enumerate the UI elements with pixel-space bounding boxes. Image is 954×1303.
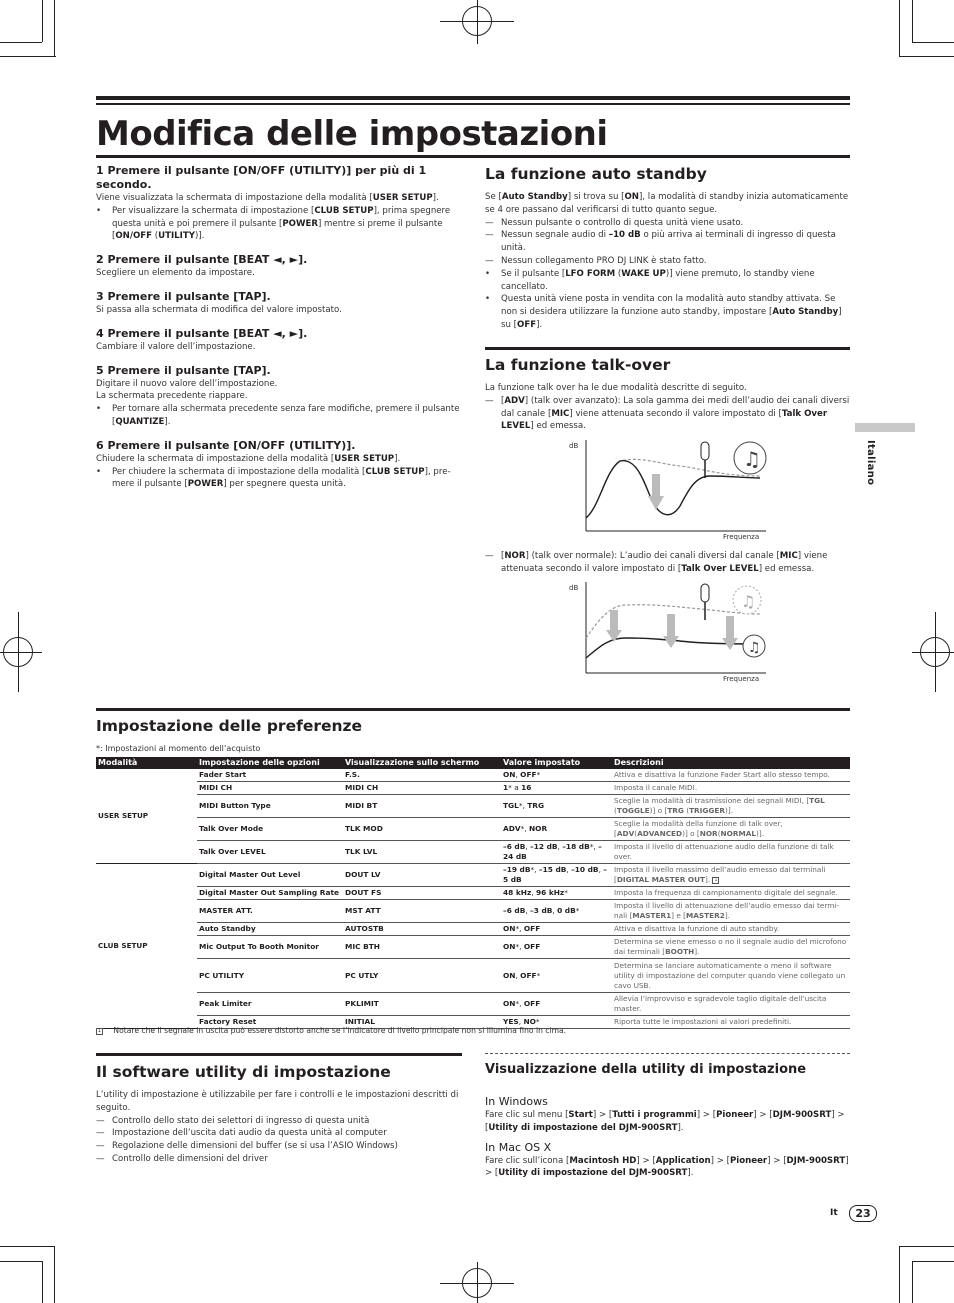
list-item: — Nessun segnale audio di –10 dB o più arriva ai terminali di ingresso di questa unità.	[485, 230, 836, 254]
registration-mark	[477, 0, 478, 44]
value-cell: 1* a 16	[501, 782, 612, 795]
step-heading: 2 Premere il pulsante [BEAT ◄, ►].	[96, 253, 308, 267]
subheading-mac: In Mac OS X	[485, 1140, 552, 1154]
language-tab: Italiano	[865, 440, 876, 486]
step-heading: 5 Premere il pulsante [TAP].	[96, 363, 271, 377]
language-code: It	[830, 1208, 838, 1218]
display-cell: MST ATT	[343, 900, 501, 923]
mode-cell: USER SETUP	[96, 769, 197, 864]
svg-text:♫: ♫	[741, 592, 756, 611]
display-cell: F.S.	[343, 769, 501, 782]
graph-ylabel: dB	[569, 442, 579, 450]
crop-mark	[899, 1246, 954, 1247]
step-text: Chiudere la schermata di impostazione della modalità [USER SETUP].	[96, 453, 401, 464]
description-cell: Imposta il livello di attenuazione audio della funzione di talk over.	[612, 841, 850, 864]
list-item: • Se il pulsante [LFO FORM (WAKE UP)] viene premuto, lo standby viene cancellato.	[485, 268, 815, 292]
talk-over-adv-graph	[580, 436, 770, 536]
option-cell: Fader Start	[197, 769, 343, 782]
description-cell: Attiva e disattiva la funzione di auto standby.	[612, 923, 850, 936]
paragraph: L’utility di impostazione è utilizzabile per fare i controlli e le impostazioni descritti di seguito.	[96, 1090, 459, 1113]
page-number: 23	[849, 1205, 877, 1222]
value-cell: ON*, OFF	[501, 993, 612, 1016]
paragraph: La funzione talk over ha le due modalità descritte di seguito.	[485, 383, 747, 393]
table-row	[96, 795, 850, 818]
crop-mark	[42, 1261, 43, 1303]
footnote-text: Notare che il segnale in uscita può essere distorto anche se l’indicatore di livello principale non si illumina fino in cima.	[113, 1026, 567, 1035]
list-item: — Nessun pulsante o controllo di questa unità viene usato.	[485, 217, 744, 228]
option-cell: PC UTILITY	[197, 959, 343, 993]
table-row	[96, 900, 850, 923]
option-cell: Digital Master Out Level	[197, 864, 343, 887]
list-item: — [ADV] (talk over avanzato): La sola gamma dei medi dell’audio dei canali diversi dal canale [MIC] viene attenuata secondo il valore impostato di [Talk Over LEVEL] ed emessa.	[485, 395, 850, 432]
list-item: — Controllo delle dimensioni del driver	[96, 1153, 268, 1164]
description-cell: Riporta tutte le impostazioni ai valori predefiniti.	[612, 1016, 850, 1029]
section-title-utility-view: Visualizzazione della utility di impostazione	[485, 1062, 807, 1077]
section-title-auto-standby: La funzione auto standby	[485, 165, 707, 183]
crop-mark	[0, 42, 42, 43]
step-text: Viene visualizzata la schermata di impostazione della modalità [USER SETUP].	[96, 193, 439, 203]
registration-mark	[912, 652, 954, 653]
column-header: Valore impostato	[501, 757, 612, 769]
section-rule	[96, 708, 850, 711]
display-cell: DOUT FS	[343, 887, 501, 900]
registration-mark	[18, 612, 19, 692]
step-text: La schermata precedente riappare.	[96, 391, 248, 402]
crop-mark	[0, 1261, 42, 1262]
step-heading: 3 Premere il pulsante [TAP].	[96, 289, 271, 303]
purchase-note: *: Impostazioni al momento dell’acquisto	[96, 744, 261, 753]
step-text: Cambiare il valore dell’impostazione.	[96, 341, 256, 352]
crop-mark	[912, 42, 954, 43]
table-row	[96, 923, 850, 936]
option-cell: MASTER ATT.	[197, 900, 343, 923]
talk-over-nor-text	[485, 550, 850, 576]
crop-mark	[0, 1246, 54, 1247]
description-cell: Imposta il canale MIDI.	[612, 782, 850, 795]
crop-mark	[912, 1261, 954, 1262]
table-row	[96, 959, 850, 993]
section-rule	[485, 347, 850, 350]
graph-ylabel: dB	[569, 584, 579, 592]
table-row	[96, 769, 850, 782]
table-row	[96, 887, 850, 900]
crop-mark	[54, 1246, 55, 1303]
table-footnote	[96, 1025, 850, 1038]
crop-mark	[899, 1246, 900, 1303]
preferences-table	[96, 757, 850, 1029]
svg-text:♫: ♫	[743, 447, 761, 471]
option-cell: MIDI CH	[197, 782, 343, 795]
display-cell: MIC BTH	[343, 936, 501, 959]
display-cell: PKLIMIT	[343, 993, 501, 1016]
step-heading: 4 Premere il pulsante [BEAT ◄, ►].	[96, 326, 308, 340]
dotted-rule	[485, 1053, 850, 1054]
step-heading: 1 Premere il pulsante [ON/OFF (UTILITY)] per più di 1 secondo.	[96, 164, 427, 191]
section-title-preferences: Impostazione delle preferenze	[96, 717, 363, 735]
registration-mark	[0, 652, 42, 653]
crop-mark	[0, 56, 56, 57]
description-cell: Imposta il livello massimo dell’audio emesso dai terminali [DIGITAL MASTER OUT]. 1	[612, 864, 850, 887]
column-header: Visualizzazione sullo schermo	[343, 757, 501, 769]
value-cell: TGL*, TRG	[501, 795, 612, 818]
mode-cell: CLUB SETUP	[96, 864, 197, 1029]
title-rule	[96, 96, 850, 100]
option-cell: Mic Output To Booth Monitor	[197, 936, 343, 959]
graph-xlabel: Frequenza	[723, 675, 760, 683]
column-header: Descrizioni	[612, 757, 850, 769]
section-title-software: Il software utility di impostazione	[96, 1063, 391, 1081]
crop-mark	[899, 0, 900, 56]
column-header: Impostazione delle opzioni	[197, 757, 343, 769]
table-row	[96, 993, 850, 1016]
column-header: Modalità	[96, 757, 197, 769]
value-cell: 48 kHz, 96 kHz*	[501, 887, 612, 900]
value-cell: –6 dB, –3 dB, 0 dB*	[501, 900, 612, 923]
description-cell: Determina se viene emesso o no il segnale audio del microfono dai terminali [BOOTH].	[612, 936, 850, 959]
steps-column	[96, 164, 462, 491]
display-cell: INITIAL	[343, 1016, 501, 1029]
crop-mark	[912, 1261, 913, 1303]
software-body	[96, 1089, 462, 1166]
list-item: • Per visualizzare la schermata di impostazione [CLUB SETUP], prima spegnere questa unità e poi premere il pulsante [POWER] mentre si preme il pulsante [ON/OFF (UTILITY)].	[96, 205, 451, 242]
value-cell: ON*, OFF	[501, 936, 612, 959]
talk-over-body	[485, 382, 850, 433]
paragraph: Se [Auto Standby] si trova su [ON], la modalità di standby inizia automaticamente se 4 ore passano dal verificarsi di tutto quanto segue.	[485, 192, 849, 215]
display-cell: DOUT LV	[343, 864, 501, 887]
side-tab-bar	[855, 423, 915, 432]
auto-standby-body	[485, 191, 850, 332]
description-cell: Imposta la frequenza di campionamento digitale del segnale.	[612, 887, 850, 900]
option-cell: Peak Limiter	[197, 993, 343, 1016]
list-item: — Regolazione delle dimensioni del buffer (se si usa l’ASIO Windows)	[96, 1141, 398, 1152]
option-cell: Auto Standby	[197, 923, 343, 936]
table-row	[96, 841, 850, 864]
windows-instructions: Fare clic sul menu [Start] > [Tutti i programmi] > [Pioneer] > [DJM-900SRT] > [Utility di impostazione del DJM-900SRT].	[485, 1110, 845, 1133]
description-cell: Imposta il livello di attenuazione dell’audio emesso dai termi-nali [MASTER1] e [MASTER2].	[612, 900, 850, 923]
value-cell: –19 dB*, –15 dB, –10 dB, –5 dB	[501, 864, 612, 887]
footnote-marker: 1	[714, 876, 718, 883]
subheading-windows: In Windows	[485, 1095, 548, 1108]
display-cell: MIDI BT	[343, 795, 501, 818]
description-cell: Sceglie la modalità della funzione di talk over, [ADV(ADVANCED)] o [NOR(NORMAL)].	[612, 818, 850, 841]
section-rule	[485, 155, 850, 158]
svg-text:♫: ♫	[748, 640, 761, 656]
crop-mark	[912, 0, 913, 42]
table-row	[96, 782, 850, 795]
option-cell: MIDI Button Type	[197, 795, 343, 818]
step-text: Si passa alla schermata di modifica del valore impostato.	[96, 304, 342, 315]
section-rule	[96, 1053, 462, 1056]
list-item: — Impostazione dell’uscita dati audio da questa unità al computer	[96, 1128, 387, 1139]
description-cell: Sceglie la modalità di trasmissione dei segnali MIDI, [TGL (TOGGLE)] o [TRG (TRIGGER)].	[612, 795, 850, 818]
option-cell: Factory Reset	[197, 1016, 343, 1029]
description-cell: Determina se lanciare automaticamente o meno il software utility di impostazione del computer quando viene collegato un cavo USB.	[612, 959, 850, 993]
page-title: Modifica delle impostazioni	[96, 114, 608, 154]
list-item: • Per chiudere la schermata di impostazione della modalità [CLUB SETUP], pre-mere il pulsante [POWER] per spegnere questa unità.	[96, 466, 451, 490]
list-item: — Nessun collegamento PRO DJ LINK è stato fatto.	[485, 255, 707, 266]
table-header-row	[96, 757, 850, 769]
step-text: Digitare il nuovo valore dell’impostazione.	[96, 378, 278, 389]
mac-instructions: Fare clic sull’icona [Macintosh HD] > [Application] > [Pioneer] > [DJM-900SRT] > [Utility di impostazione del DJM-900SRT].	[485, 1155, 849, 1179]
description-cell: Allevia l’improvviso e sgradevole taglio digitale dell’uscita master.	[612, 993, 850, 1016]
talk-over-nor-graph	[580, 578, 770, 678]
list-item: — [NOR] (talk over normale): L’audio dei canali diversi dal canale [MIC] viene attenuata secondo il valore impostato di [Talk Over LEVEL] ed emessa.	[485, 551, 828, 574]
list-item: — Controllo dello stato dei selettori di ingresso di questa unità	[96, 1115, 370, 1126]
value-cell: ADV*, NOR	[501, 818, 612, 841]
display-cell: TLK LVL	[343, 841, 501, 864]
crop-mark	[899, 56, 954, 57]
value-cell: ON, OFF*	[501, 959, 612, 993]
graph-xlabel: Frequenza	[723, 533, 760, 541]
section-title-talk-over: La funzione talk-over	[485, 356, 671, 374]
footnote-marker: 1	[97, 1027, 102, 1034]
table-row	[96, 936, 850, 959]
option-cell: Talk Over LEVEL	[197, 841, 343, 864]
option-cell: Digital Master Out Sampling Rate	[197, 887, 343, 900]
step-text: Scegliere un elemento da impostare.	[96, 268, 255, 279]
description-cell: Attiva e disattiva la funzione Fader Start allo stesso tempo.	[612, 769, 850, 782]
table-row	[96, 864, 850, 887]
display-cell: PC UTLY	[343, 959, 501, 993]
value-cell: ON*, OFF	[501, 923, 612, 936]
title-rule	[96, 103, 850, 105]
crop-mark	[42, 0, 43, 42]
option-cell: Talk Over Mode	[197, 818, 343, 841]
utility-view-body	[485, 1095, 850, 1180]
value-cell: ON, OFF*	[501, 769, 612, 782]
value-cell: –6 dB, –12 dB, –18 dB*, –24 dB	[501, 841, 612, 864]
step-heading: 6 Premere il pulsante [ON/OFF (UTILITY)].	[96, 438, 356, 452]
list-item: • Per tornare alla schermata precedente senza fare modifiche, premere il pulsante [QUANTIZE].	[96, 404, 460, 427]
display-cell: MIDI CH	[343, 782, 501, 795]
registration-mark	[935, 612, 936, 692]
table-row	[96, 818, 850, 841]
registration-mark	[477, 1262, 478, 1303]
crop-mark	[54, 0, 55, 56]
display-cell: AUTOSTB	[343, 923, 501, 936]
display-cell: TLK MOD	[343, 818, 501, 841]
value-cell: YES, NO*	[501, 1016, 612, 1029]
list-item: • Questa unità viene posta in vendita con la modalità auto standby attivata. Se non si desidera utilizzare la funzione auto standby, impostare [Auto Standby] su [OFF].	[485, 294, 842, 330]
